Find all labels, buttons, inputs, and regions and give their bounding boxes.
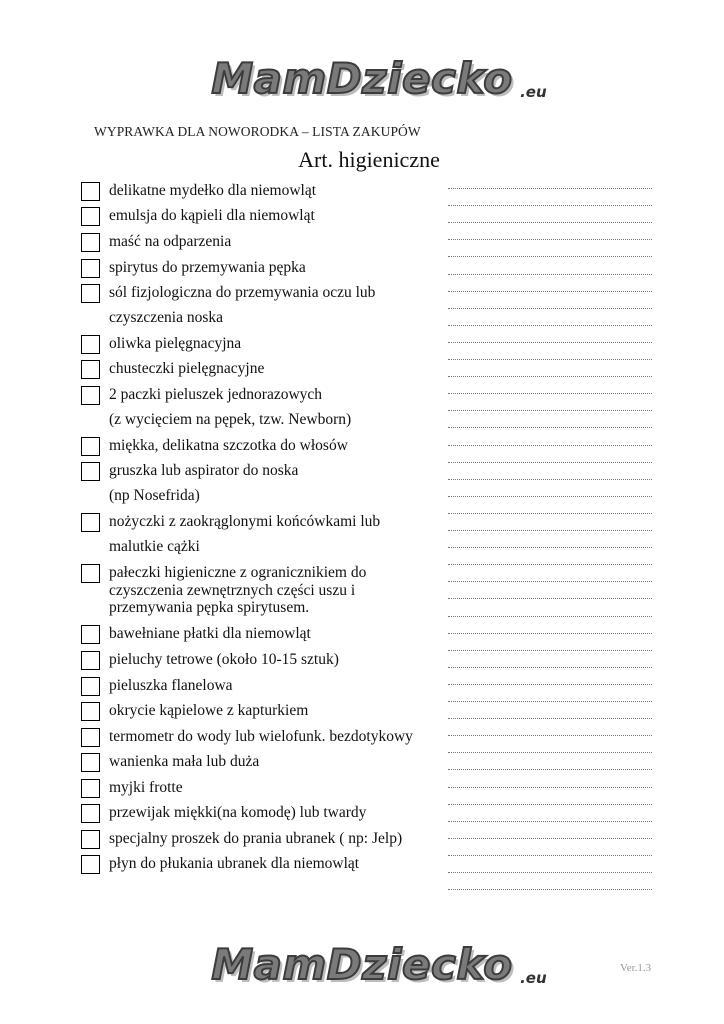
logo-text: MamDziecko [211,940,513,989]
version-label: Ver.1.3 [620,962,652,974]
dotted-note-line [448,547,652,548]
dotted-note-line [448,735,652,736]
list-item-text: miękka, delikatna szczotka do włosów [109,437,348,454]
list-item-text: maść na odparzenia [109,233,232,250]
list-item-text: spirytus do przemywania pępka [109,259,306,276]
dotted-note-line [448,342,652,343]
list-item-text: oliwka pielęgnacyjna [109,335,242,352]
dotted-note-line [448,291,652,292]
dotted-note-line [448,598,652,599]
checkbox[interactable] [81,233,100,252]
section-title: Art. higieniczne [298,147,440,172]
dotted-note-line [448,496,652,497]
dotted-note-line [448,359,652,360]
dotted-note-line [448,479,652,480]
dotted-note-line [448,274,652,275]
checkbox[interactable] [81,564,100,583]
list-item-text: sól fizjologiczna do przemywania oczu lub [109,284,376,301]
dotted-note-line [448,393,652,394]
list-item-text: termometr do wody lub wielofunk. bezdotykowy [109,728,413,745]
dotted-note-line [448,581,652,582]
list-item-text: (z wycięciem na pępek, tzw. Newborn) [109,411,352,428]
list-item-text: przemywania pępka spirytusem. [109,599,310,616]
logo-wordmark [211,940,547,989]
checkbox[interactable] [81,182,100,201]
dotted-note-line [448,222,652,223]
dotted-note-line [448,752,652,753]
list-item-text: 2 paczki pieluszek jednorazowych [109,386,323,403]
logo-suffix: .eu [520,83,547,101]
logo-bottom [0,940,724,989]
checkbox[interactable] [81,855,100,874]
checkbox[interactable] [81,830,100,849]
checkbox[interactable] [81,259,100,278]
list-item-text: (np Nosefrida) [109,487,200,504]
dotted-note-line [448,410,652,411]
checkbox[interactable] [81,677,100,696]
checkbox[interactable] [81,804,100,823]
dotted-note-line [448,684,652,685]
list-item-text: pieluchy tetrowe (około 10-15 sztuk) [109,651,339,668]
checkbox[interactable] [81,702,100,721]
dotted-note-line [448,650,652,651]
dotted-note-line [448,427,652,428]
dotted-note-line [448,718,652,719]
dotted-note-line [448,513,652,514]
logo-top [0,54,724,103]
list-item-text: gruszka lub aspirator do noska [109,462,299,479]
checkbox[interactable] [81,513,100,532]
dotted-note-line [448,769,652,770]
checkbox[interactable] [81,728,100,747]
dotted-note-line [448,667,652,668]
list-item-text: malutkie cążki [109,538,200,555]
checkbox[interactable] [81,284,100,303]
checkbox[interactable] [81,360,100,379]
dotted-note-line [448,188,652,189]
dotted-note-line [448,838,652,839]
dotted-note-line [448,872,652,873]
list-item-text: pałeczki higieniczne z ogranicznikiem do [109,564,367,581]
logo-text: MamDziecko [211,54,513,103]
dotted-note-line [448,325,652,326]
checkbox[interactable] [81,335,100,354]
list-item-text: czyszczenia zewnętrznych części uszu i [109,582,356,599]
dotted-note-line [448,633,652,634]
list-item-text: delikatne mydełko dla niemowląt [109,182,317,199]
document-subtitle: WYPRAWKA DLA NOWORODKA – LISTA ZAKUPÓW [94,124,421,139]
list-item-text: czyszczenia noska [109,309,224,326]
list-item-text: przewijak miękki(na komodę) lub twardy [109,804,367,821]
checkbox[interactable] [81,753,100,772]
dotted-note-line [448,256,652,257]
checkbox[interactable] [81,462,100,481]
checkbox[interactable] [81,386,100,405]
dotted-note-line [448,804,652,805]
list-item-text: myjki frotte [109,779,183,796]
list-item-text: emulsja do kąpieli dla niemowląt [109,207,315,224]
list-item-text: pieluszka flanelowa [109,677,233,694]
dotted-note-line [448,308,652,309]
checkbox[interactable] [81,207,100,226]
list-item-text: wanienka mała lub duża [109,753,260,770]
dotted-note-line [448,821,652,822]
dotted-note-line [448,239,652,240]
dotted-note-line [448,205,652,206]
dotted-note-line [448,530,652,531]
checkbox[interactable] [81,437,100,456]
list-item-text: chusteczki pielęgnacyjne [109,360,265,377]
dotted-note-line [448,616,652,617]
dotted-note-line [448,564,652,565]
list-item-text: specjalny proszek do prania ubranek ( np: Jelp) [109,830,403,847]
dotted-note-line [448,787,652,788]
list-item-text: płyn do płukania ubranek dla niemowląt [109,855,360,872]
dotted-note-line [448,855,652,856]
list-item-text: nożyczki z zaokrąglonymi końcówkami lub [109,513,381,530]
checkbox[interactable] [81,779,100,798]
dotted-note-line [448,701,652,702]
dotted-note-line [448,462,652,463]
checkbox[interactable] [81,625,100,644]
dotted-note-line [448,889,652,890]
logo-wordmark [211,54,547,103]
logo-suffix: .eu [520,969,547,987]
dotted-note-line [448,376,652,377]
list-item-text: bawełniane płatki dla niemowląt [109,625,311,642]
checkbox[interactable] [81,651,100,670]
dotted-note-line [448,445,652,446]
list-item-text: okrycie kąpielowe z kapturkiem [109,702,309,719]
